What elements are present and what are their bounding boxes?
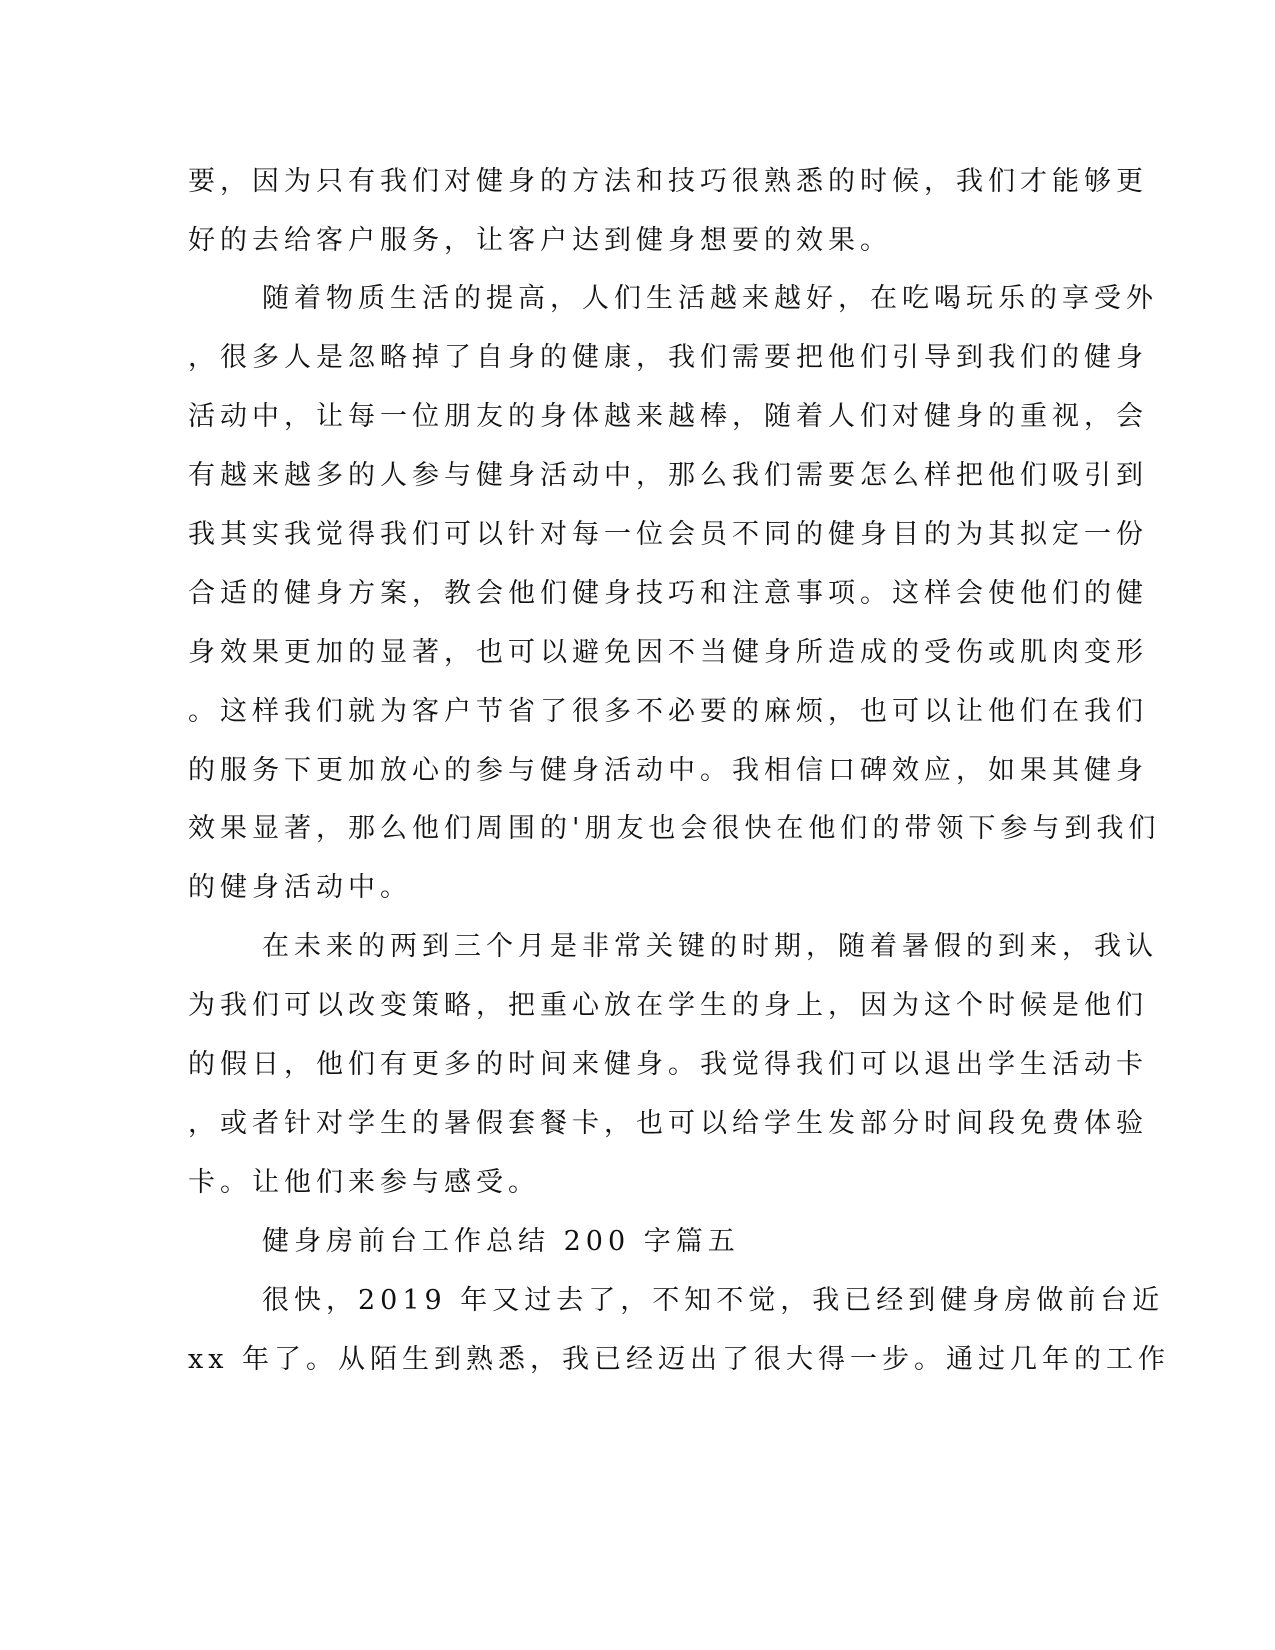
text-line: 合适的健身方案，教会他们健身技巧和注意事项。这样会使他们的健 <box>188 578 1148 609</box>
paragraph-first-line: 很快，2019 年又过去了，不知不觉，我已经到健身房做前台近 <box>262 1285 1165 1316</box>
text-line: 为我们可以改变策略，把重心放在学生的身上，因为这个时候是他们 <box>188 990 1148 1021</box>
text-line: 效果显著，那么他们周围的'朋友也会很快在他们的带领下参与到我们 <box>188 813 1161 844</box>
section-heading: 健身房前台工作总结 200 字篇五 <box>262 1226 740 1257</box>
text-line: 我其实我觉得我们可以针对每一位会员不同的健身目的为其拟定一份 <box>188 519 1148 550</box>
paragraph-first-line: 在未来的两到三个月是非常关键的时期，随着暑假的到来，我认 <box>262 931 1158 962</box>
text-line: 身效果更加的显著，也可以避免因不当健身所造成的受伤或肌肉变形 <box>188 637 1148 668</box>
text-line: 要，因为只有我们对健身的方法和技巧很熟悉的时候，我们才能够更 <box>188 166 1148 197</box>
text-line: 好的去给客户服务，让客户达到健身想要的效果。 <box>188 225 892 256</box>
text-line: 有越来越多的人参与健身活动中，那么我们需要怎么样把他们吸引到 <box>188 460 1148 491</box>
text-line: xx 年了。从陌生到熟悉，我已经迈出了很大得一步。通过几年的工作 <box>188 1344 1171 1375</box>
text-line: 的服务下更加放心的参与健身活动中。我相信口碑效应，如果其健身 <box>188 755 1148 786</box>
text-line: 。这样我们就为客户节省了很多不必要的麻烦，也可以让他们在我们 <box>188 696 1148 727</box>
text-line: 的假日，他们有更多的时间来健身。我觉得我们可以退出学生活动卡 <box>188 1049 1148 1080</box>
text-line: 的健身活动中。 <box>188 872 412 903</box>
text-line: 卡。让他们来参与感受。 <box>188 1167 540 1198</box>
text-line: 活动中，让每一位朋友的身体越来越棒，随着人们对健身的重视，会 <box>188 401 1148 432</box>
paragraph-first-line: 随着物质生活的提高，人们生活越来越好，在吃喝玩乐的享受外 <box>262 283 1158 314</box>
text-line: ，或者针对学生的暑假套餐卡，也可以给学生发部分时间段免费体验 <box>188 1108 1148 1139</box>
text-line: ，很多人是忽略掉了自身的健康，我们需要把他们引导到我们的健身 <box>188 342 1148 373</box>
